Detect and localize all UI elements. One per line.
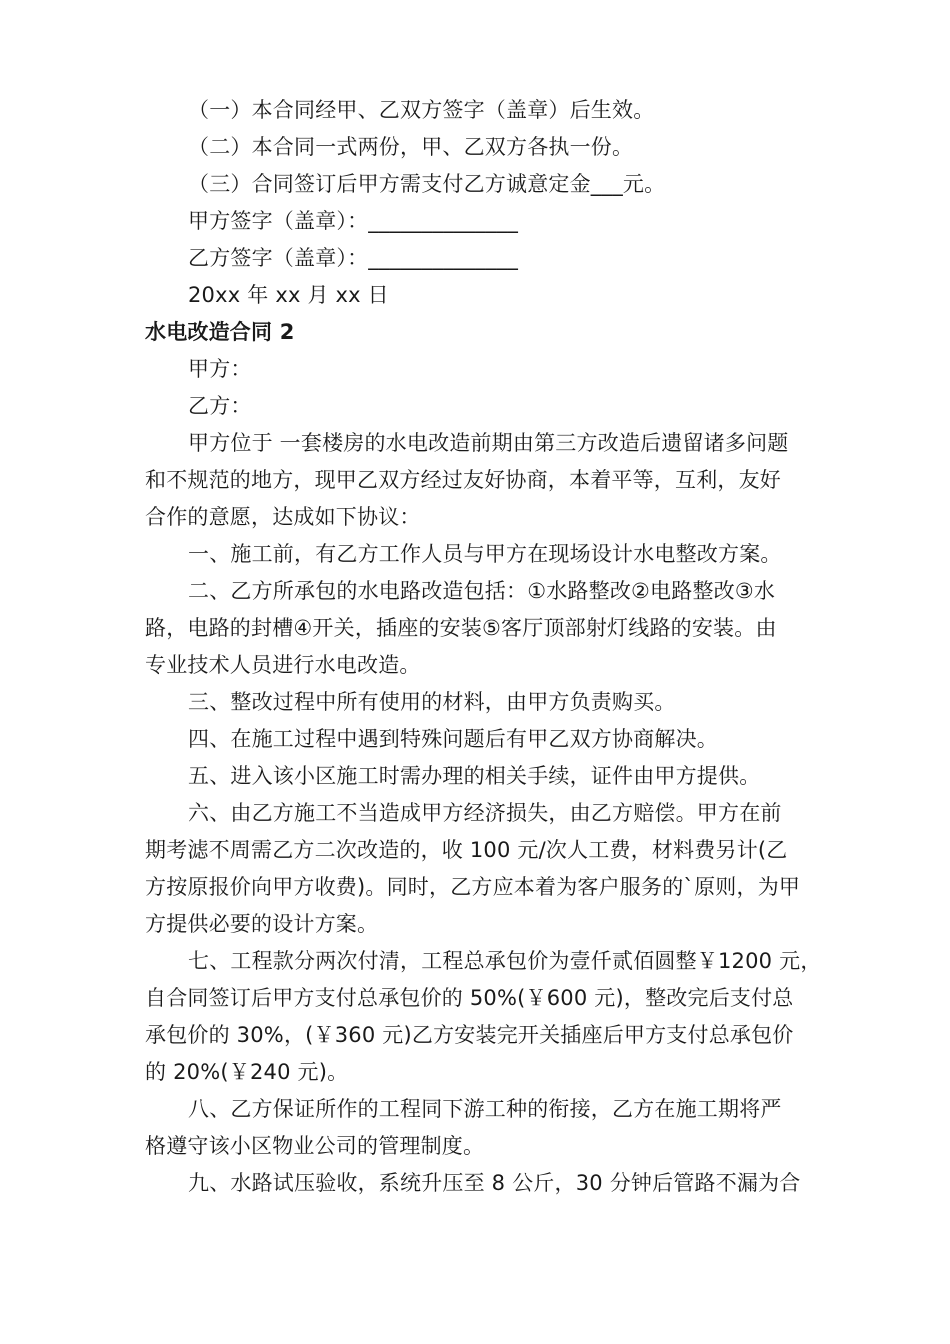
party-a-label: 甲方： bbox=[188, 357, 252, 381]
paragraph-line: 方提供必要的设计方案。 bbox=[145, 912, 379, 936]
paragraph-line: 方按原报价向甲方收费)。同时，乙方应本着为客户服务的`原则，为甲 bbox=[145, 875, 801, 899]
paragraph-line: 九、水路试压验收，系统升压至 8 公斤，30 分钟后管路不漏为合 bbox=[188, 1171, 801, 1195]
paragraph-line: 自合同签订后甲方支付总承包价的 50%(￥600 元)，整改完后支付总 bbox=[145, 986, 794, 1010]
paragraph-line: 一、施工前，有乙方工作人员与甲方在现场设计水电整改方案。 bbox=[188, 542, 782, 566]
paragraph-line: 四、在施工过程中遇到特殊问题后有甲乙双方协商解决。 bbox=[188, 727, 718, 751]
clause-copies: （二）本合同一式两份，甲、乙双方各执一份。 bbox=[188, 135, 634, 159]
paragraph-line: 期考滤不周需乙方二次改造的，收 100 元/次人工费，材料费另计(乙 bbox=[145, 838, 788, 862]
party-b-label: 乙方： bbox=[188, 394, 252, 418]
paragraph-line: 甲方位于 一套楼房的水电改造前期由第三方改造后遗留诸多问题 bbox=[188, 431, 789, 455]
paragraph-line: 承包价的 30%，(￥360 元)乙方安装完开关插座后甲方支付总承包价 bbox=[145, 1023, 794, 1047]
clause-deposit: （三）合同签订后甲方需支付乙方诚意定金___元。 bbox=[188, 172, 666, 196]
paragraph-line: 专业技术人员进行水电改造。 bbox=[145, 653, 421, 677]
party-b-signature: 乙方签字（盖章）：______________ bbox=[188, 246, 519, 270]
document-page bbox=[145, 92, 825, 1202]
clause-effective: （一）本合同经甲、乙双方签字（盖章）后生效。 bbox=[188, 98, 655, 122]
paragraph-line: 的 20%(￥240 元)。 bbox=[145, 1060, 349, 1084]
date-line: 20xx 年 xx 月 xx 日 bbox=[188, 283, 389, 307]
paragraph-line: 二、乙方所承包的水电路改造包括：①水路整改②电路整改③水 bbox=[188, 579, 776, 603]
paragraph-line: 六、由乙方施工不当造成甲方经济损失，由乙方赔偿。甲方在前 bbox=[188, 801, 782, 825]
paragraph-line: 路，电路的封槽④开关，插座的安装⑤客厅顶部射灯线路的安装。由 bbox=[145, 616, 777, 640]
paragraph-line: 格遵守该小区物业公司的管理制度。 bbox=[145, 1134, 485, 1158]
paragraph-line: 八、乙方保证所作的工程同下游工种的衔接，乙方在施工期将严 bbox=[188, 1097, 782, 1121]
paragraph-line: 和不规范的地方，现甲乙双方经过友好协商，本着平等，互利，友好 bbox=[145, 468, 781, 492]
paragraph-line: 合作的意愿，达成如下协议： bbox=[145, 505, 421, 529]
paragraph-line: 五、进入该小区施工时需办理的相关手续，证件由甲方提供。 bbox=[188, 764, 761, 788]
party-a-signature: 甲方签字（盖章）：______________ bbox=[188, 209, 519, 233]
section-title: 水电改造合同 2 bbox=[145, 320, 295, 344]
paragraph-line: 七、工程款分两次付清，工程总承包价为壹仟贰佰圆整￥1200 元， bbox=[188, 949, 822, 973]
paragraph-line: 三、整改过程中所有使用的材料，由甲方负责购买。 bbox=[188, 690, 676, 714]
